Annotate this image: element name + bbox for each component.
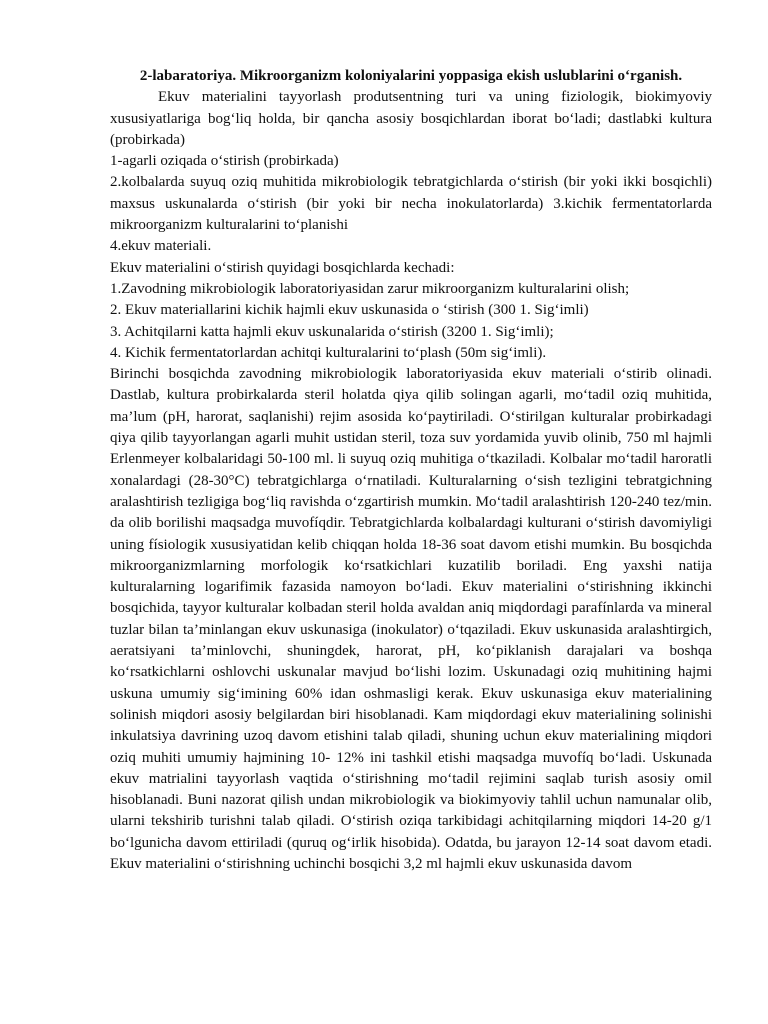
step-4-line: 4. Kichik fermentatorlardan achitqi kulturalarini to‘plash (50m sig‘imli).	[110, 344, 547, 361]
document-title: 2-labaratoriya. Mikroorganizm koloniyalarini yoppasiga ekish uslublarini o‘rganish.	[139, 68, 683, 84]
step-1-line: 1.Zavodning mikrobiologik laboratoriyasidan zarur mikroorganizm kulturalarini olish;	[110, 280, 630, 297]
body-paragraph: Birinchi bosqichda zavodning mikrobiologik laboratoriyasida ekuv materiali o‘stirib olinadi. Dastlab, kultura probirkalarda steril holatda qiya qilib solingan agarli, mo‘tadil oziq muhitida, ma’lum (pH, harorat, saqlanishi) rejim asosida ko‘paytiriladi. O‘stirilgan kulturalar probirkadagi qiya qilib tayyorlangan agarli muhit ustidan steril, toza suv yordamida yuvib olinib, 750 ml hajmli Erlenmeyer kolbalaridagi 50-100 ml. li suyuq oziq muhitiga o‘tkaziladi. Kolbalar mo‘tadil haroratli xonalardagi (28-30°C) tebratgichlarga o‘rnatiladi. Kulturalarning o‘sish tezligini tebratgichning aralashtirish tezligiga bog‘liq ravishda o‘zgartirish mumkin. Mo‘tadil aralashtirish 120-240 tez/min. da olib borilishi maqsadga muvofíqdir. Tebratgichlarda kolbalardagi kulturani o‘stirish davomiyligi uning físiologik xususiyatidan kelib chiqqan holda 18-36 soat davom etishi mumkin. Bu bosqichda mikroorganizmlarning morfologik ko‘rsatkichlari kuzatilib boriladi. Eng yaxshi natija kulturalarning logarifimik fazasida namoyon bo‘ladi. Ekuv materialini o‘stirishning ikkinchi bosqichida, tayyor kulturalar kolbadan steril holda avaldan aniq miqdordagi parafínlarda va mineral tuzlar bilan ta’minlangan ekuv uskunasiga (inokulator) o‘tqaziladi. Ekuv uskunasida aralashtirgich, aeratsiyani ta’minlovchi, shuningdek, harorat, pH, ko‘piklanish darajalari va boshqa ko‘rsatkichlarni oshlovchi uskunalar mavjud bo‘lishi lozim. Uskunadagi oziq muhitining hajmi uskuna umumiy sig‘imining 60% idan oshmasligi kerak. Ekuv uskunasiga ekuv materialining solinish miqdori asosiy belgilardan biri hisoblanadi. Kam miqdordagi ekuv materialining solinishi inkulatsiya davrining uzoq davom etishini talab qiladi, shuning uchun ekuv materialining miqdori oziq muhiti umumiy hajmining 10- 12% ini tashkil etishi maqsadga muvofíq bo‘ladi. Uskunada ekuv matrialini tayyorlash vaqtida o‘stirishning mo‘tadil rejimini saqlab turish asosiy omil hisoblanadi. Buni nazorat qilish undan mikrobiologik va biokimyoviy tahlil uchun namunalar olib, ularni tekshirib turishni talab qiladi. O‘stirish oziqa tarkibidagi achitqilarning miqdori 14-20 g/1 bo‘lgunicha davom ettiriladi (quruq og‘irlik hisobida). Odatda, bu jarayon 12-14 soat davom etadi. Ekuv materialini o‘stirishning uchinchi bosqichi 3,2 ml hajmli ekuv uskunasida davom	[110, 366, 712, 872]
step-2-line: 2. Ekuv materiallarini kichik hajmli ekuv uskunasida o ‘stirish (300 1. Sig‘imli)	[110, 302, 589, 319]
document-page	[110, 66, 712, 875]
intro-paragraph: Ekuv materialini tayyorlash produtsentning turi va uning fiziologik, biokimyoviy xususiyatlariga bog‘liq holda, bir qancha asosiy bosqichlardan iborat bo‘ladi; dastlabki kultura (probirkada)	[110, 89, 712, 148]
stage-2-3-paragraph: 2.kolbalarda suyuq oziq muhitida mikrobiologik tebratgichlarda o‘stirish (bir yoki ikki bosqichli) maxsus uskunalarda o‘stirish (bir yoki bir necha inokulatorlarda) 3.kichik fermentatorlarda mikroorganizm kulturalarini to‘planishi	[110, 174, 712, 234]
stage-4-line: 4.ekuv materiali.	[110, 238, 212, 255]
step-3-line: 3. Achitqilarni katta hajmli ekuv uskunalarida o‘stirish (3200 1. Sig‘imli);	[110, 323, 554, 340]
steps-intro-line: Ekuv materialini o‘stirish quyidagi bosqichlarda kechadi:	[110, 259, 455, 276]
stage-1-line: 1-agarli oziqada o‘stirish (probirkada)	[110, 153, 339, 170]
